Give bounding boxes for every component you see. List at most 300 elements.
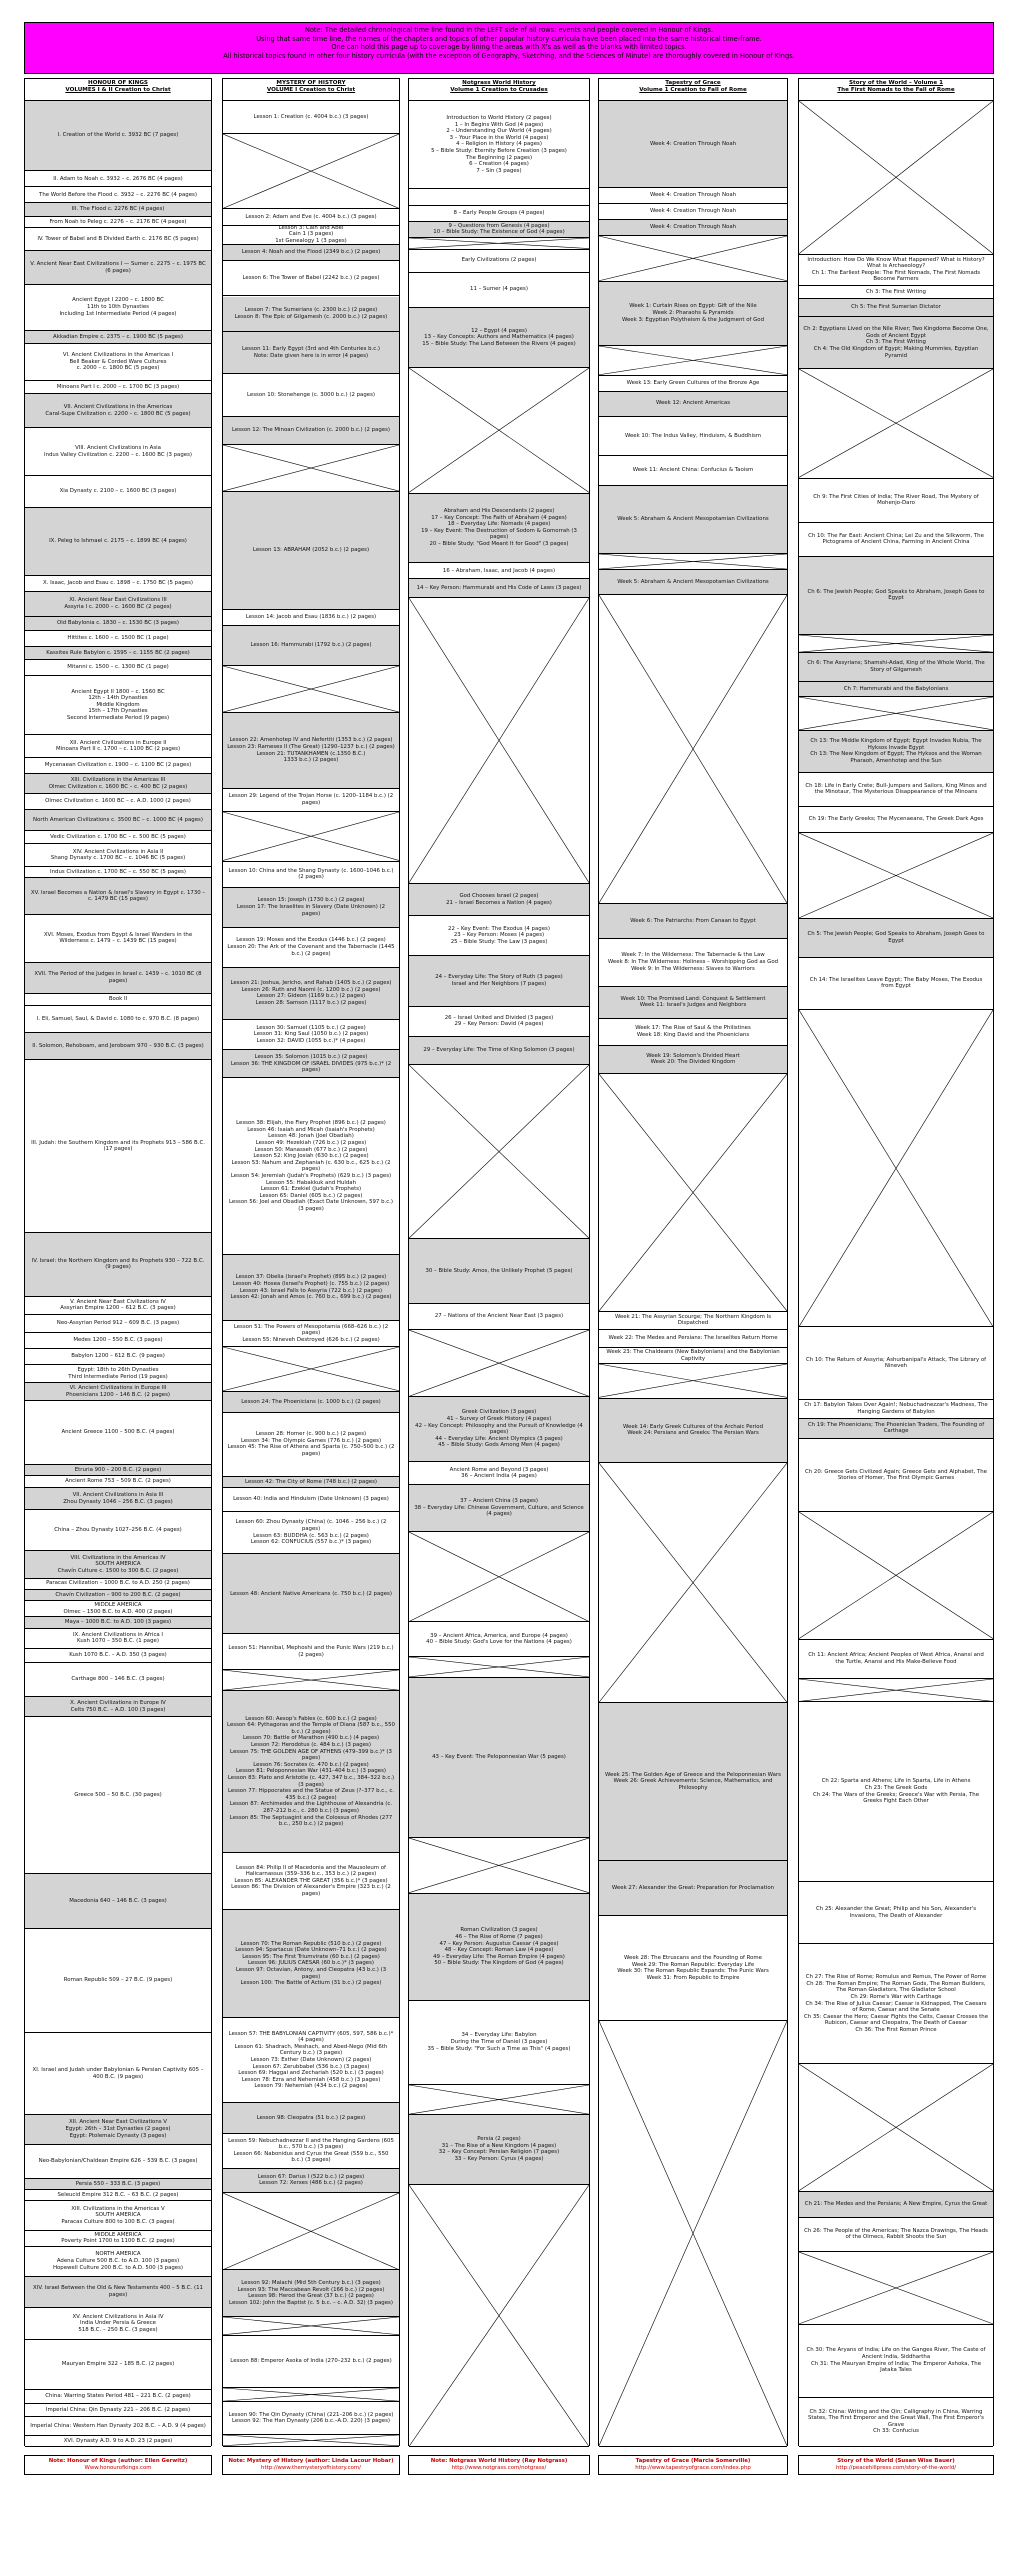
not-covered-cross xyxy=(409,2085,589,2115)
topic-line: Week 8: In The Wilderness: Holiness – Worshipping God as God xyxy=(607,958,779,965)
not-covered-cross xyxy=(409,598,589,884)
topic-line: 41 – Survey of Greek History (4 pages) xyxy=(446,1415,552,1422)
topic-line: XIV. Israel Between the Old & New Testaments 400 – 5 B.C. (11 pages) xyxy=(33,2285,203,2298)
topic-cell xyxy=(25,2277,211,2309)
x-mark-icon xyxy=(223,2435,399,2446)
topic-cell xyxy=(799,1702,993,1882)
topic-cell xyxy=(223,226,399,245)
footer-title: Tapestry of Grace (Marcia Somerville) xyxy=(635,2458,751,2464)
topic-cell xyxy=(25,2145,211,2179)
topic-line: China – Zhou Dynasty 1027–256 B.C. (4 pages) xyxy=(54,1527,182,1534)
topic-line: XIV. Ancient Civilizations in Asia II xyxy=(72,848,164,855)
topic-line: Kush 1070 – 350 B.C. (1 page) xyxy=(77,1638,159,1645)
topic-line: 42 – Key Concept: Philosophy and the Pursuit of Knowledge (4 pages) xyxy=(415,1422,583,1436)
topic-cell xyxy=(25,1697,211,1717)
topic-line: Lesson 29: Legend of the Trojan Horse (c. 1200–1184 b.c.) (2 pages) xyxy=(228,793,394,807)
topic-line: Lesson 93: The Maccabean Revolt (166 b.c.) (2 pages) xyxy=(237,2286,385,2293)
topic-line: Lesson 88: Emperor Asoka of India (270–232 b.c.) (2 pages) xyxy=(230,2358,392,2365)
topic-line: XVI. Moses, Exodus from Egypt & Israel Wanders in the Wilderness c. 1479 – c. 1439 BC (15 pages) xyxy=(43,931,193,945)
topic-line: Lesson 61: Ezekiel (Judah's Prophets) xyxy=(260,1186,362,1193)
topic-line: 26 – Israel United and Divided (3 pages) xyxy=(444,1014,554,1021)
topic-cell xyxy=(25,508,211,576)
topic-line: Lesson 72: Herodotus (c. 484 b.c.) (3 pages) xyxy=(251,1741,371,1748)
topic-cell xyxy=(799,1640,993,1679)
topic-line: Ch 5: The Jewish People; God Speaks to Abraham, Joseph Goes to Egypt xyxy=(807,931,985,944)
topic-line: Greece 500 – 50 B.C. (30 pages) xyxy=(74,1791,162,1798)
topic-line: III. The Flood c. 2276 BC (4 pages) xyxy=(71,206,165,213)
topic-line: Lesson 38: Elijah, the Fiery Prophet (896 b.c.) (2 pages) xyxy=(236,1120,386,1127)
topic-line: The Beginning (2 pages) xyxy=(465,154,533,161)
banner-line: Note: The detailed chronological time line found in the LEFT side of all rows: events and people covered in Honour of Kings. xyxy=(304,26,714,34)
topic-line: Ch 30: The Aryans of India; Life on the Ganges River, The Caste of Ancient India, Siddhartha xyxy=(806,2347,986,2360)
not-covered-cross xyxy=(223,2388,399,2402)
topic-line: Chavín Civilization – 900 to 200 B.C. (2 pages) xyxy=(55,1591,181,1598)
topic-cell xyxy=(409,1678,589,1838)
topic-line: 43 – Key Event: The Peloponnesian War (5 pages) xyxy=(432,1754,566,1761)
topic-line: Week 4: Creation Through Noah xyxy=(649,208,737,215)
not-covered-cross xyxy=(409,1532,589,1623)
footer-link[interactable]: http://www.notgrass.com/notgrass/ xyxy=(451,2465,547,2471)
topic-line: Lesson 78: Ezra and Nehemiah (458 b.c.) (3 pages) xyxy=(241,2076,381,2083)
topic-cell xyxy=(223,1853,399,1910)
topic-cell xyxy=(799,1419,993,1440)
topic-line: 23 – Key Person: Moses (4 pages) xyxy=(453,932,545,939)
column-mystery xyxy=(222,78,400,2446)
topic-line: Lesson 10: Stonehenge (c. 3000 b.c.) (2 pages) xyxy=(246,391,375,398)
x-mark-icon xyxy=(599,1463,787,1702)
topic-cell xyxy=(799,1882,993,1944)
topic-line: Lesson 48: Ancient Native Americans (c. 750 b.c.) (2 pages) xyxy=(230,1590,392,1597)
topic-line: XVII. The Period of the Judges in Israel c. 1439 – c. 1010 BC (8 pages) xyxy=(34,971,202,984)
not-covered-cross xyxy=(599,1074,787,1312)
topic-line: Lesson 85: The Septuagint and the Colossus of Rhodes (277 b.c., 250 b.c.) (2 pages) xyxy=(229,1814,393,1828)
topic-line: Lesson 28: Homer (c. 900 b.c.) (2 pages) xyxy=(255,1431,367,1438)
topic-line: Mitanni c. 1500 – c. 1300 BC (1 page) xyxy=(67,664,169,671)
topic-cell xyxy=(25,1006,211,1033)
topic-line: Lesson 102: John the Baptist (c. 5 b.c. – c. A.D. 32) (3 pages) xyxy=(229,2299,393,2306)
topic-line: Ch 10: The Return of Assyria; Ashurbanipal's Attack, The Library of Nineveh xyxy=(805,1356,987,1370)
topic-cell xyxy=(25,1629,211,1649)
x-mark-icon xyxy=(799,697,993,730)
topic-cell xyxy=(599,417,787,456)
topic-line: Week 11: Israel's Judges and Neighbors xyxy=(639,1002,747,1009)
topic-cell xyxy=(799,523,993,557)
footer-link[interactable]: http://peacehillpress.com/story-of-the-world/ xyxy=(835,2465,957,2471)
topic-line: Ch 19: The Phoenicians; The Phoenician Traders, The Founding of Carthage xyxy=(807,1421,985,1435)
topic-cell xyxy=(223,789,399,813)
topic-cell xyxy=(25,1476,211,1487)
topic-cell xyxy=(25,1717,211,1874)
topic-line: Book II xyxy=(108,996,128,1003)
topic-line: MIDDLE AMERICA xyxy=(94,1602,142,1609)
topic-line: Adena Culture 500 B.C. to A.D. 100 (3 pages) xyxy=(56,2257,180,2264)
topic-line: Ancient Egypt II 1800 – c. 1560 BC xyxy=(71,688,165,695)
footer-credit xyxy=(798,2455,994,2475)
topic-line: Ch 24: The Wars of the Greeks; Greece's War with Persia, The Greeks Fight Each Other xyxy=(812,1791,980,1805)
topic-line: Ch 7: Hammurabi and the Babylonians xyxy=(843,685,949,692)
x-mark-icon xyxy=(223,2388,399,2401)
topic-line: Week 12: Ancient Americas xyxy=(655,400,731,407)
topic-line: Ch 27: The Rise of Rome; Romulus and Remus, The Power of Rome xyxy=(805,1974,987,1981)
topic-cell xyxy=(409,250,589,273)
topic-line: Lesson 2: Adam and Eve (c. 4004 b.c.) (3 pages) xyxy=(245,213,377,220)
topic-line: Ch 11: Ancient Africa; Ancient Peoples of West Africa, Anansi and the Turtle, Anansi and His Make-Believe Food xyxy=(808,1652,984,1665)
column-notgrass xyxy=(408,78,590,2446)
topic-cell xyxy=(799,1327,993,1400)
topic-line: Week 4: Creation Through Noah xyxy=(649,224,737,231)
topic-cell xyxy=(25,1233,211,1297)
topic-cell xyxy=(223,2134,399,2169)
topic-line: Indus Civilization c. 1700 BC – c. 550 BC (5 pages) xyxy=(50,868,186,875)
topic-line: 14 – Key Person: Hammurabi and His Code of Laws (3 pages) xyxy=(416,584,582,591)
column-title: Tapestry of Grace xyxy=(665,80,721,86)
topic-line: 35 – Bible Study: "For Such a Time as This" (4 pages) xyxy=(427,2045,571,2052)
x-mark-icon xyxy=(799,635,993,652)
topic-line: XI. Ancient Near East Civilizations III xyxy=(69,597,167,604)
topic-cell xyxy=(409,1397,589,1462)
topic-line: Lesson 1: Creation (c. 4004 b.c.) (3 pages) xyxy=(253,113,369,120)
topic-line: Lesson 69: Haggai and Zechariah (520 b.c.) (3 pages) xyxy=(238,2070,384,2077)
topic-line: India Under Persia & Greece xyxy=(80,2320,156,2327)
topic-line: Carthage 800 – 146 B.C. (3 pages) xyxy=(71,1675,165,1682)
topic-line: Lesson 52: King Josiah (630 b.c.) (2 pages) xyxy=(253,1153,369,1160)
topic-cell xyxy=(25,344,211,380)
topic-line: Lesson 40: India and Hinduism (Date Unknown) (3 pages) xyxy=(233,1496,389,1503)
banner-line: All historical topics found in other four history curricula (with the exception of Geography, Sketching, and the Sciences of Minute) are thoroughly covered in Honour of Kings. xyxy=(223,51,795,60)
topic-line: Lesson 57: THE BABYLONIAN CAPTIVITY (605, 597, 586 b.c.)* (4 pages) xyxy=(228,2030,394,2044)
topic-cell xyxy=(599,101,787,188)
topic-line: Lesson 94: Spartacus (Date Unknown–71 b.c.) (2 pages) xyxy=(235,1947,387,1954)
topic-line: Ancient Rome and Beyond (3 pages) xyxy=(449,1466,549,1473)
topic-line: Persia 550 – 333 B.C. (3 pages) xyxy=(75,2180,161,2187)
topic-cell xyxy=(223,245,399,261)
topic-cell xyxy=(25,1601,211,1617)
topic-line: 34 – Everyday Life: Babylon xyxy=(461,2032,537,2039)
topic-line: Week 7: In the Wilderness: The Tabernacle & the Law xyxy=(621,952,765,959)
topic-line: XIII. Civilizations in the Americas V xyxy=(71,2205,165,2212)
column-header xyxy=(409,79,589,101)
topic-line: The World Before the Flood c. 3932 – c. 2276 BC (4 pages) xyxy=(39,191,197,198)
topic-line: Poverty Point 1700 to 1100 B.C. (2 pages) xyxy=(61,2238,175,2245)
not-covered-cross xyxy=(223,445,399,492)
topic-cell xyxy=(25,676,211,735)
not-covered-cross xyxy=(409,1838,589,1894)
topic-cell xyxy=(223,626,399,666)
topic-cell xyxy=(25,660,211,676)
topic-line: Assyria I c. 2000 – c. 1600 BC (2 pages) xyxy=(64,604,172,611)
topic-line: Minoans Part II c. 1700 – c. 1100 BC (2 pages) xyxy=(55,746,181,753)
topic-cell xyxy=(25,2436,211,2447)
topic-line: Lesson 61: Shadrach, Meshach, and Abed-Nego (Mid 6th Century b.c.) (3 pages) xyxy=(234,2043,388,2057)
topic-cell xyxy=(599,456,787,486)
topic-line: II. Solomon, Rehoboam, and Jeroboam 970 – 930 B.C. (3 pages) xyxy=(32,1042,204,1049)
topic-line: Middle Kingdom xyxy=(96,701,140,708)
topic-line: Lesson 56: Joel and Obadiah (Exact Date Unknown, 597 b.c.) (3 pages) xyxy=(228,1199,393,1212)
topic-cell xyxy=(599,987,787,1019)
x-mark-icon xyxy=(599,595,787,903)
topic-line: Second Intermediate Period (9 pages) xyxy=(66,715,170,722)
x-mark-icon xyxy=(409,1330,589,1396)
x-mark-icon xyxy=(409,1532,589,1622)
topic-line: Introduction to World History (2 pages) xyxy=(446,114,552,121)
not-covered-cross xyxy=(409,1065,589,1239)
topic-line: I. Creation of the World c. 3932 BC (7 pages) xyxy=(57,132,179,139)
topic-line: Lesson 34: The Olympic Games (776 b.c.) (2 pages) xyxy=(240,1437,382,1444)
topic-cell xyxy=(25,592,211,617)
topic-line: Lesson 36: THE KINGDOM OF ISRAEL DIVIDES (975 b.c.)* (2 pages) xyxy=(230,1060,392,1074)
topic-line: Lesson 43: Israel Falls to Assyria (722 b.c.) (2 pages) xyxy=(239,1287,383,1294)
topic-cell xyxy=(25,576,211,592)
topic-line: V. Ancient Near East Civilizations IV xyxy=(70,1298,166,1305)
x-mark-icon xyxy=(223,1670,399,1690)
topic-cell xyxy=(409,956,589,1007)
topic-line: Lesson 51: The Powers of Mesopotamia (668–626 b.c.) (2 pages) xyxy=(233,1323,389,1337)
topic-cell xyxy=(25,1365,211,1383)
topic-cell xyxy=(599,376,787,392)
topic-line: NORTH AMERICA xyxy=(95,2251,141,2258)
topic-line: Ch 10: The Far East: Ancient China; Lei Zu and the Silkworm, The Pictograms of Ancient China, Farming in Ancient China xyxy=(808,532,984,546)
topic-line: Ch 32: China: Writing and the Qin; Calligraphy in China, Warring States, The First Emperor and the Great Wall, The First Emperor's Grave xyxy=(808,2408,984,2428)
topic-cell xyxy=(25,647,211,661)
topic-line: Hittites c. 1600 – c. 1500 BC (1 page) xyxy=(67,634,169,641)
footer-link[interactable]: Www.honourofkings.com xyxy=(84,2465,152,2471)
topic-line: 8 – Early People Groups (4 pages) xyxy=(453,209,545,216)
column-header xyxy=(799,79,993,101)
topic-cell xyxy=(599,904,787,938)
not-covered-cross xyxy=(409,1657,589,1678)
topic-line: 32 – Key Concept: Persian Religion (7 pages) xyxy=(438,2149,560,2156)
topic-cell xyxy=(799,1439,993,1512)
topic-line: 1333 b.c.) (2 pages) xyxy=(283,757,339,764)
footer-title: Note: Notgrass World History (Ray Notgrass) xyxy=(430,2458,568,2464)
topic-cell xyxy=(599,392,787,417)
topic-cell xyxy=(223,2336,399,2388)
topic-cell xyxy=(799,807,993,833)
topic-cell xyxy=(25,994,211,1005)
x-mark-icon xyxy=(799,1010,993,1327)
topic-line: Ch 19: The Early Greeks; The Mycenaeans, The Greek Dark Ages xyxy=(808,815,984,822)
topic-line: Week 3: Egyptian Polytheism & the Judgment of God xyxy=(621,316,765,323)
topic-line: IV. Tower of Babel and B Divided Earth c. 2176 BC (5 pages) xyxy=(37,235,199,242)
x-mark-icon xyxy=(799,833,993,918)
topic-cell xyxy=(409,1037,589,1065)
topic-cell xyxy=(223,610,399,626)
x-mark-icon xyxy=(599,1364,787,1397)
x-mark-icon xyxy=(799,2064,993,2191)
topic-line: 50 – Bible Study: The Kingdom of God (4 pages) xyxy=(434,1960,564,1967)
not-covered-cross xyxy=(223,2193,399,2271)
x-mark-icon xyxy=(409,1838,589,1893)
topic-cell xyxy=(25,1333,211,1349)
not-covered-cross xyxy=(223,1670,399,1691)
topic-line: Early Civilizations (2 pages) xyxy=(461,257,537,264)
topic-line: Week 25: The Golden Age of Greece and the Peloponnesian Wars xyxy=(605,1771,781,1778)
topic-line: During the Time of Daniel (3 pages) xyxy=(450,2039,548,2046)
topic-line: Lesson 51: Hannibal, Mephoshi and the Punic Wars (219 b.c.) (2 pages) xyxy=(228,1644,394,1658)
topic-cell xyxy=(25,1315,211,1333)
topic-line: Lesson 97: Octavian, Antony, and Cleopatra (43 b.c.) (3 pages) xyxy=(235,1966,387,1980)
topic-line: Ch 35: Caesar the Hero; Caesar Fights the Celts, Caesar Crosses the Rubicon, Caesar and Cleopatra, The Death of Caesar xyxy=(803,2013,989,2027)
x-mark-icon xyxy=(599,1074,787,1311)
topic-cell xyxy=(25,810,211,830)
topic-line: 11th to 10th Dynasties xyxy=(87,304,149,311)
footer-title: Story of the World (Susan Wise Bauer) xyxy=(837,2458,955,2464)
not-covered-cross xyxy=(599,346,787,376)
topic-cell xyxy=(25,2179,211,2190)
topic-line: Vedic Civilization c. 1700 BC – c. 500 BC (5 pages) xyxy=(50,833,186,840)
not-covered-cross xyxy=(409,238,589,250)
not-covered-cross xyxy=(799,1512,993,1640)
topic-line: Lesson 65: Daniel (605 b.c.) (2 pages) xyxy=(259,1192,363,1199)
x-mark-icon xyxy=(799,1512,993,1639)
topic-cell xyxy=(25,1383,211,1401)
topic-line: Roman Civilization (3 pages) xyxy=(460,1927,538,1934)
topic-cell xyxy=(223,1691,399,1854)
footer-title: Note: Mystery of History (author: Linda Lacour Hobar) xyxy=(228,2458,394,2464)
topic-line: Introduction: How Do We Know What Happened? What is History? What is Archaeology? xyxy=(807,256,985,270)
x-mark-icon xyxy=(409,598,589,883)
footer-credit xyxy=(222,2455,400,2475)
topic-line: 11 – Sumer (4 pages) xyxy=(470,286,528,293)
footer-credit xyxy=(24,2455,212,2475)
topic-line: 18 – Everyday Life: Nomads (4 pages) xyxy=(447,521,551,528)
topic-cell xyxy=(223,209,399,225)
topic-cell xyxy=(25,1663,211,1697)
footer-link[interactable]: http://www.themysteryofhistory.com/ xyxy=(261,2465,361,2471)
topic-line: Lesson 3: Cain and Abel xyxy=(278,225,344,231)
topic-line: Lesson 4: Noah and the Flood (2349 b.c.) (2 pages) xyxy=(241,249,381,256)
not-covered-cross xyxy=(799,1679,993,1702)
topic-line: Lesson 86: The Division of Alexander's Empire (323 b.c.) (2 pages) xyxy=(231,1884,391,1898)
topic-cell xyxy=(599,486,787,555)
topic-line: Lesson 7: The Sumerians (c. 2300 b.c.) (2 pages) xyxy=(244,307,378,314)
topic-line: Ch 13: The New Kingdom of Egypt; The Hyksos and the Woman Pharaoh, Amenhotep and the Sun xyxy=(810,751,982,765)
topic-line: Lesson 30: Samuel (1105 b.c.) (2 pages) xyxy=(256,1024,366,1031)
column-title: Notgrass World History xyxy=(462,80,536,86)
topic-line: Ancient Greece 1100 – 500 B.C. (4 pages) xyxy=(61,1429,175,1436)
topic-cell xyxy=(223,492,399,610)
topic-line: MIDDLE AMERICA xyxy=(94,2231,142,2238)
x-mark-icon xyxy=(223,445,399,491)
topic-line: Ch 20: Greece Gets Civilized Again; Greece Gets and Alphabet, The Stories of Homer, The First Olympic Games xyxy=(805,1468,987,1482)
topic-cell xyxy=(409,494,589,564)
topic-cell xyxy=(25,187,211,203)
topic-cell xyxy=(25,203,211,217)
topic-line: Ch 29: Rome's War with Carthage xyxy=(850,1993,942,2000)
topic-line: SOUTH AMERICA xyxy=(95,1561,141,1568)
topic-cell xyxy=(409,1007,589,1037)
topic-line: Ch 23: The Greek Gods xyxy=(864,1785,928,1792)
topic-line: Lesson 16: Hammurabi (1792 b.c.) (2 pages) xyxy=(250,642,372,649)
topic-line: Lesson 60: Aesop's Fables (c. 600 b.c.) (2 pages) xyxy=(245,1715,377,1722)
topic-cell xyxy=(223,1910,399,2018)
topic-cell xyxy=(223,332,399,374)
topic-line: Lesson 31: King Saul (1050 b.c.) (2 pages) xyxy=(253,1031,369,1038)
topic-cell xyxy=(223,2270,399,2317)
topic-line: VI. Ancient Civilizations in Europe III xyxy=(69,1385,167,1392)
topic-line: 10 – Bible Study: The Existence of God (4 pages) xyxy=(433,229,565,236)
topic-line: Lesson 23: Rameses II (The Great) (1290–1237 b.c.) (2 pages) xyxy=(227,743,395,750)
topic-cell xyxy=(223,1413,399,1477)
topic-line: Lesson 79: Nehemiah (434 b.c.) (2 pages) xyxy=(254,2083,368,2090)
topic-line: Roman Republic 509 – 27 B.C. (9 pages) xyxy=(63,1977,173,1984)
topic-cell xyxy=(409,1622,589,1657)
topic-cell xyxy=(25,963,211,995)
topic-line: 7 – Sin (3 pages) xyxy=(476,167,522,174)
topic-line: Medes 1200 – 550 B.C. (3 pages) xyxy=(73,1337,163,1344)
topic-line: Week 31: From Republic to Empire xyxy=(646,1974,740,1981)
topic-cell xyxy=(25,794,211,810)
topic-cell xyxy=(25,774,211,794)
topic-line: 29 – Everyday Life: The Time of King Solomon (3 pages) xyxy=(423,1047,575,1054)
topic-cell xyxy=(599,1348,787,1364)
topic-line: Week 22: The Medes and Persians: The Israelites Return Home xyxy=(608,1335,778,1342)
topic-line: Zhou Dynasty 1046 – 256 B.C. (3 pages) xyxy=(63,1498,173,1505)
x-mark-icon xyxy=(599,236,787,281)
topic-cell xyxy=(409,1894,589,2001)
x-mark-icon xyxy=(223,2317,399,2335)
topic-cell xyxy=(25,758,211,774)
topic-line: 518 B.C. – 250 B.C. (3 pages) xyxy=(78,2327,158,2334)
not-covered-cross xyxy=(409,368,589,493)
topic-cell xyxy=(223,1050,399,1078)
topic-line: Lesson 8: The Epic of Gilgamesh (c. 2000 b.c.) (2 pages) xyxy=(234,313,388,320)
topic-line: 45 – Bible Study: Gods Among Men (4 pages) xyxy=(438,1442,560,1449)
topic-cell xyxy=(409,916,589,955)
topic-line: 24 – Everyday Life: The Story of Ruth (3 pages) xyxy=(435,974,563,981)
topic-line: Minoans Part I c. 2000 – c. 1700 BC (3 pages) xyxy=(56,383,180,390)
topic-cell xyxy=(799,286,993,299)
topic-line: Egypt: 18th to 26th Dynasties xyxy=(77,1366,159,1373)
topic-line: Lesson 60: Zhou Dynasty (China) (c. 1046 – 256 b.c.) (2 pages) xyxy=(235,1519,387,1532)
topic-line: XV. Israel Becomes a Nation & Israel's Slavery in Egypt c. 1730 – c. 1479 BC (15 pages) xyxy=(30,889,206,903)
topic-cell xyxy=(599,204,787,220)
topic-line: X. Isaac, Jacob and Esau c. 1898 – c. 1750 BC (5 pages) xyxy=(42,580,194,587)
topic-cell xyxy=(223,2018,399,2103)
topic-line: Week 10: The Promised Land: Conquest & Settlement xyxy=(620,995,766,1002)
topic-line: Lesson 13: ABRAHAM (2052 b.c.) (2 pages) xyxy=(252,547,370,554)
topic-line: 22 – Key Event: The Exodus (4 pages) xyxy=(448,925,550,932)
topic-line: Ch 26: The People of the Americas; The Nazca Drawings, The Heads of the Olmecs, Rabbit Shoots the Sun xyxy=(804,2227,988,2241)
column-title: MYSTERY OF HISTORY xyxy=(276,80,346,86)
topic-cell xyxy=(223,862,399,888)
x-mark-icon xyxy=(799,2252,993,2324)
topic-line: Ch 25: Alexander the Great; Philip and his Son, Alexander's Invasions, The Death of Alexander xyxy=(815,1906,977,1919)
column-subtitle: Volume 1 Creation to Fall of Rome xyxy=(639,87,747,93)
topic-line: Ch 28: The Roman Empire; The Roman Gods, The Roman Builders, The Roman Gladiators, The Gladiator School xyxy=(806,1980,986,1994)
topic-line: 12th – 14th Dynasties xyxy=(88,695,148,702)
footer-link[interactable]: http://www.tapestryofgrace.com/index.php xyxy=(635,2465,751,2471)
topic-line: 4 – Religion in History (4 pages) xyxy=(456,141,542,148)
topic-cell xyxy=(223,1321,399,1347)
topic-line: Lesson 72: Xerxes (486 b.c.) (2 pages) xyxy=(259,2180,363,2187)
topic-cell xyxy=(25,2231,211,2247)
topic-line: XI. Israel and Judah under Babylonian & Persian Captivity 605 – 400 B.C. (9 pages) xyxy=(32,2067,204,2080)
topic-line: 13 – Key Concepts: Authors and Mathematics (4 pages) xyxy=(424,334,574,341)
topic-cell xyxy=(25,844,211,867)
topic-line: Week 24: Persians and Greeks: The Persian Wars xyxy=(627,1430,759,1437)
topic-line: Olmec Civilization c. 1600 BC – c. 400 BC (2 pages) xyxy=(48,783,188,790)
topic-line: Ch 6: The Assyrians; Shamshi-Adad, King of the Whole World, The Story of Gilgamesh xyxy=(807,660,985,673)
topic-line: Lesson 42: Jonah and Amos (c. 760 b.c., 699 b.c.) (2 pages) xyxy=(230,1294,392,1301)
topic-cell xyxy=(25,1488,211,1511)
topic-cell xyxy=(25,1060,211,1233)
not-covered-cross xyxy=(799,833,993,919)
topic-line: Bell Beaker & Corded Ware Cultures xyxy=(69,358,167,365)
topic-line: Lesson 83: Plato and Aristotle (c. 427, 347 b.c., 384–322 b.c.) (3 pages) xyxy=(227,1774,395,1788)
topic-cell xyxy=(25,2404,211,2418)
topic-cell xyxy=(25,2115,211,2145)
